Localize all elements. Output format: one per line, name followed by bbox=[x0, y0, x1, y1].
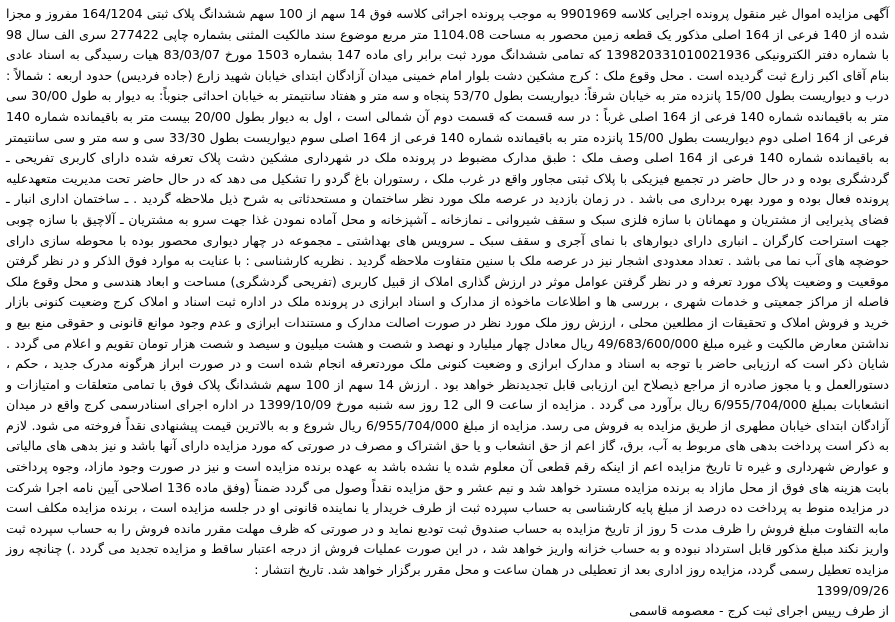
notice-signature: از طرف رییس اجرای ثبت کرج - معصومه قاسمی bbox=[629, 603, 889, 619]
notice-body-text: آگهی مزایده اموال غیر منقول پرونده اجرایی کلاسه 9901969 به موجب پرونده اجرائی کلاسه فوق 14 سهم از 100 سهم ششدانگ پلاک ثبتی 164/1204 مفروز و مجزا شده از 140 فرعی از 164 اصلی مذکور یک قطعه زمین محصور به مساحت 1104.08 متر مربع موضوع سند مالکیت المثنی بشماره چاپی 277422 سری الف سال 98 با شماره دفتر الکترونیکی 139820331010021936 که تمامی ششدانگ مورد ثبت برابر رای ماده 147 بشماره 1503 مورخ 83/03/07 هیات رسیدگی به اسناد عادی بنام آقای اکبر زارع ثبت گردیده است . محل وقوع ملک : کرج مشکین دشت بلوار امام خمینی میدان آزادگان ابتدای خیابان شهید زارع (جاده فردیس) حدود اربعه : شمالاً : درب و دیواریست بطول 15/00 پانزده متر به خیابان شرقاً: دیواریست بطول 53/70 پنجاه و سه متر و هفتاد سانتیمتر به خیابان احداثی جنوباً: به دیوار به طول 30/00 سی متر به باقیمانده شماره 140 فرعی از 164 اصلی غرباً : در سه قسمت که قسمت دوم آن شمالی است ، اول به دیوار بطول 20/00 بیست متر به باقیمانده شماره 140 فرعی از 164 اصلی دوم دیواریست بطول 15/00 پانزده متر به باقیمانده شماره 140 فرعی از 164 اصلی سوم دیواریست بطول 33/30 سی و سه متر و سی سانتیمتر به باقیمانده شماره 140 فرعی از 164 اصلی وصف ملک : طبق مدارک مضبوط در پرونده ملک در شهرداری مشکین دشت پلاک تعرفه شده دارای کاربری تفریحی ـ گردشگری بوده و در حال حاضر در تجمیع فیزیکی با پلاک ثبتی مجاور واقع در غرب ملک ، رستوران باغ گردو را تشکیل می دهد که در حال حاضر تحت مدیریت متعهدعلیه پرونده فعال بوده و مورد بهره برداری می باشد . در زمان بازدید در عرصه ملک مورد نظر ساختمان و مستحدثاتی به شرح ذیل ملاحظه گردید . ـ ساختمان اداری انبار ـ فضای پذیرایی از مشتریان و مهمانان با سازه فلزی سبک و سقف شیروانی ـ نمازخانه ـ آشپزخانه و محل آماده نمودن غذا جهت سرو به مشتریان ـ آلاچیق با سازه چوبی جهت استراحت کارگران ـ انباری دارای دیوارهای با نمای آجری و سقف سبک ـ سرویس های بهداشتی ـ مجموعه در چهار دیواری محصور بوده با محوطه سازی دارای حوضچه های آب نما می باشد . تعداد معدودی اشجار نیز در عرصه ملک با سنین متفاوت ملاحظه گردید . نظریه کارشناسی : با عنایت به موارد فوق الذکر و در نظر گرفتن موقعیت و وضعیت پلاک مورد تعرفه و در نظر گرفتن عوامل موثر در ارزش گذاری املاک از قبیل کاربری (تفریحی گردشگری) مساحت و ابعاد هندسی و محل وقوع ملک فاصله از مراکز جمعیتی و خدمات شهری ، بررسی ها و اطلاعات ماخوذه از مدارک و اسناد ابرازی در پرونده ملک در اداره ثبت اسناد و املاک کرج وضعیت کنونی بازار خرید و فروش املاک و تحقیقات از مطلعین محلی ، ارزش روز ملک مورد نظر در صورت اصالت مدارک و مستندات ابرازی و عدم وجود موانع قانونی و حقوقی منع بیع و نداشتن معارض مالکیت و غیره مبلغ 49/683/600/000 ریال معادل چهار میلیارد و نهصد و شصت و هشت میلیون و سیصد و شصت هزار تومان تقویم و اعلام می گردد . شایان ذکر است که ارزیابی حاضر با توجه به اسناد و مدارک ابرازی و وضعیت کنونی ملک موردتعرفه انجام شده است و در صورت ابراز هرگونه مدرک جدید ، حکم ، دستورالعمل و یا مجوز صادره از مراجع ذیصلاح این ارزیابی قابل تجدیدنظر خواهد بود . ارزش 14 سهم از 100 سهم ششدانگ پلاک فوق با تمامی متعلقات و امتیازات و انشعابات بمبلغ 6/955/704/000 ریال برآورد می گردد . مزایده از ساعت 9 الی 12 روز سه شنبه مورخ 1399/10/09 در اداره اجرای اسنادرسمی کرج واقع در میدان آزادگان ابتدای خیابان مطهری از طریق مزایده به فروش می رسد. مزایده از مبلغ 6/955/704/000 ریال شروع و به بالاترین قیمت پیشنهادی نقداً فروخته می شود. لازم به ذکر است پرداخت بدهی های مربوط به آب، برق، گاز اعم از حق انشعاب و یا حق اشتراک و مصرف در صورتی که مورد مزایده دارای آنها باشد و نیز بدهی های مالیاتی و عوارض شهرداری و غیره تا تاریخ مزایده اعم از اینکه رقم قطعی آن معلوم شده یا نشده باشد به عهده برنده مزایده است و نیز در صورت وجود مازاد، وجوه پرداختی بابت هزینه های فوق از محل مازاد به برنده مزایده مسترد خواهد شد و نیم عشر و حق مزایده نقداً وصول می گردد ضمناً (وفق ماده 136 اصلاحی آیین نامه اجرا شرکت در مزایده منوط به پرداخت ده درصد از مبلغ پایه کارشناسی به حساب سپرده ثبت از طرف خریدار یا نماینده قانونی او در جلسه مزایده است ، برنده مزایده مکلف است مابه التفاوت مبلغ فروش را ظرف مدت 5 روز از تاریخ مزایده به حساب صندوق ثبت تودیع نماید و در صورتی که ظرف مهلت مقرر مانده فروش را به حساب سپرده ثبت واریز نکند مبلغ مذکور قابل استرداد نبوده و به حساب خزانه واریز خواهد شد ، در این صورت عملیات فروش از درجه اعتبار ساقط و مزایده تجدید می گردد .) چنانچه روز مزایده تعطیل رسمی گردد، مزایده روز اداری بعد از تعطیلی در همان ساعت و محل مقرر برگزار خواهد شد. تاریخ انتشار : bbox=[6, 6, 890, 578]
publication-date: 1399/09/26 bbox=[816, 582, 889, 598]
